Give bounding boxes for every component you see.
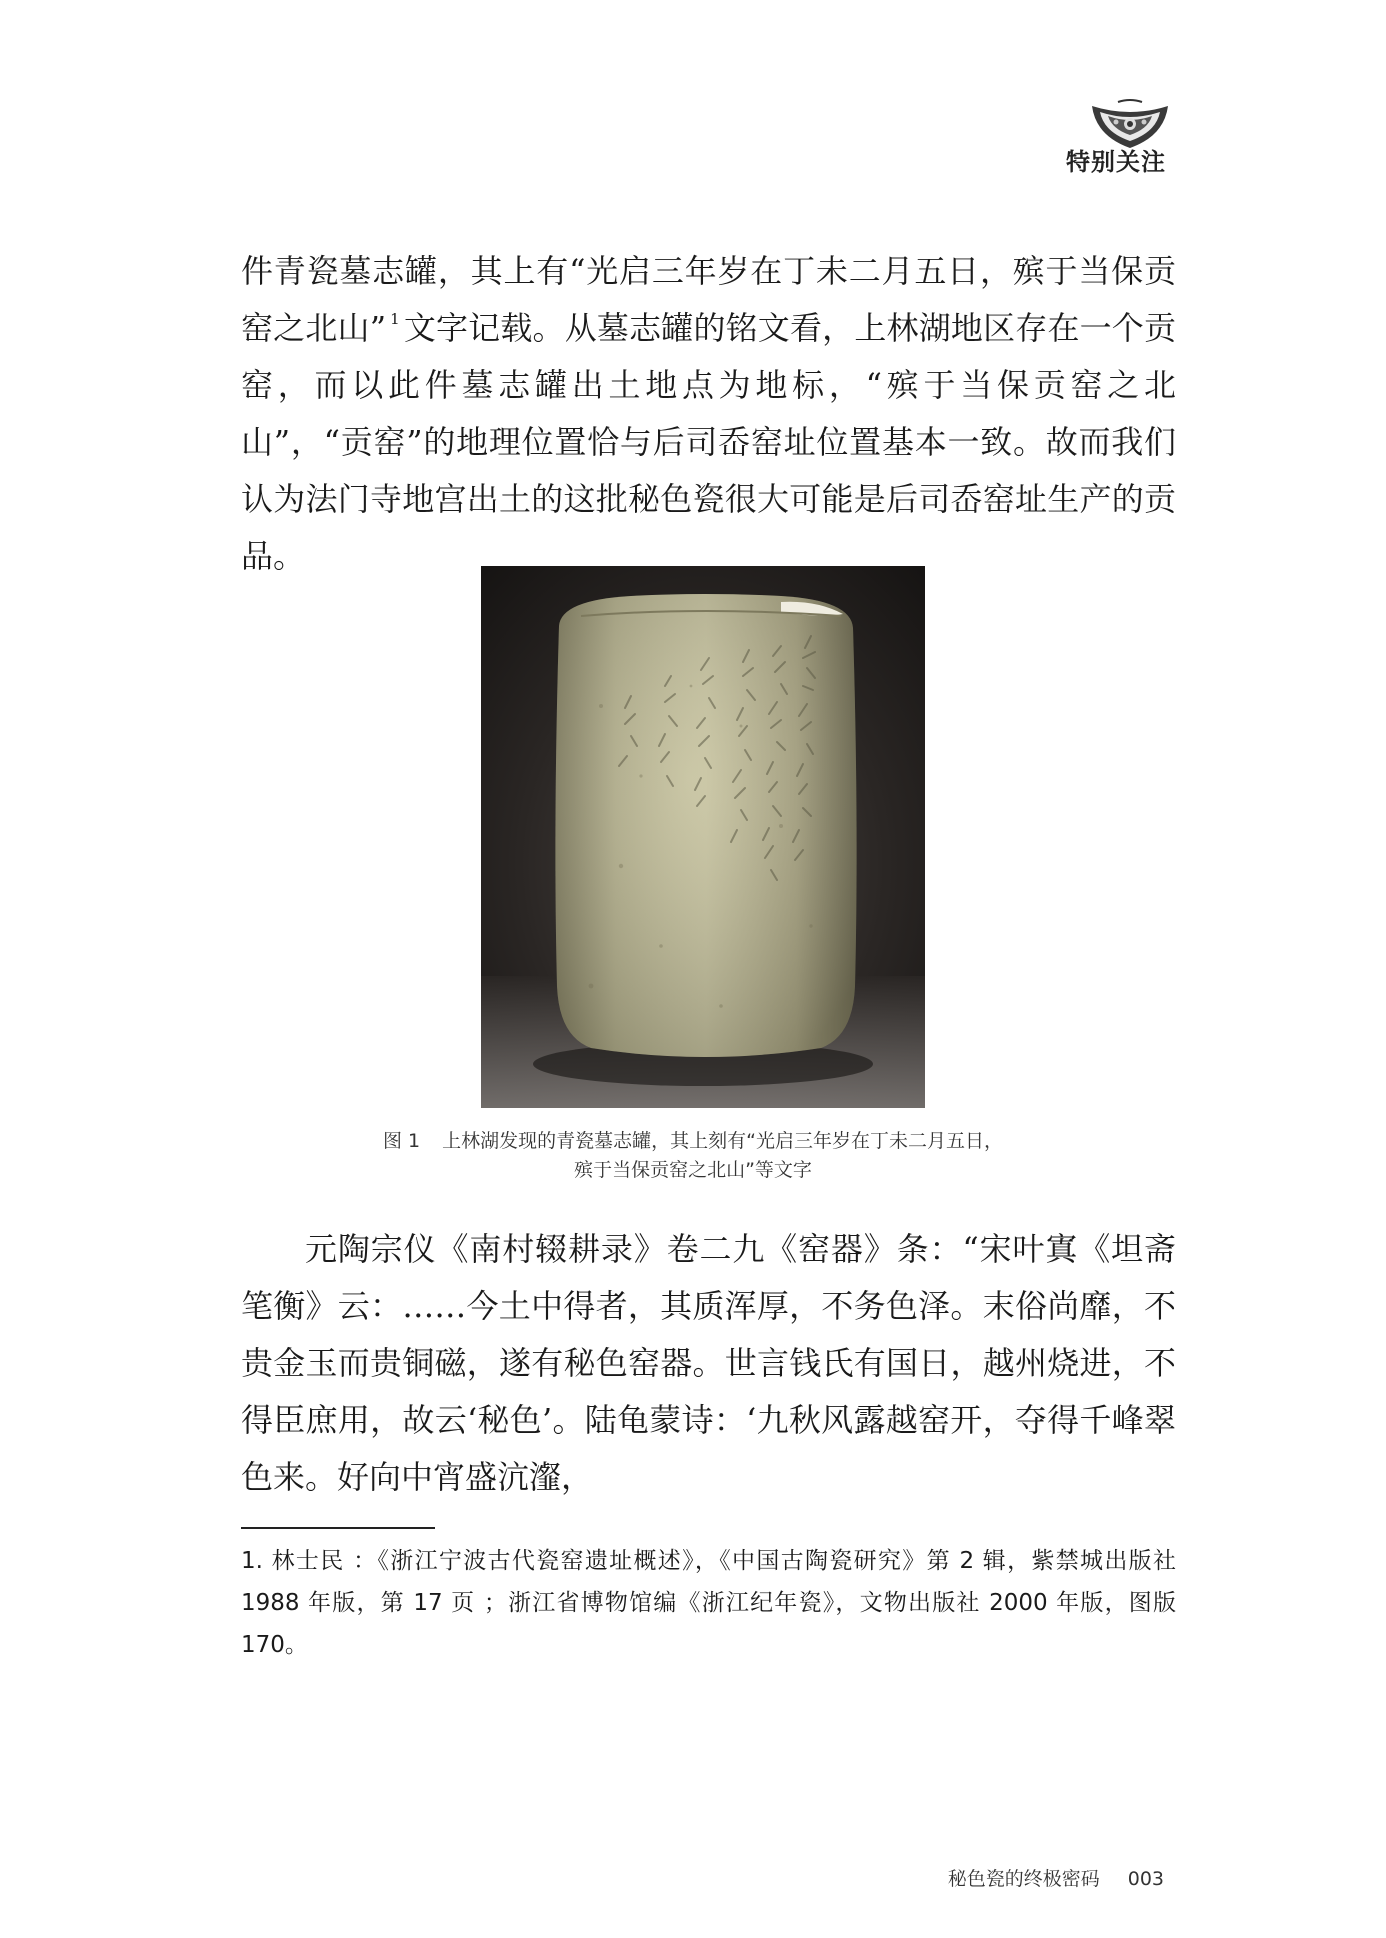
celadon-epitaph-jar-photo (481, 566, 925, 1108)
book-title: 秘色瓷的终极密码 (947, 1868, 1100, 1890)
figure-number: 图 1 (383, 1130, 421, 1152)
figure-caption (320, 1127, 1066, 1185)
paragraph-1-text-a: 件青瓷墓志罐，其上有“光启三年岁在丁未二月五日，殡于当保贡窑之北山” (241, 252, 1176, 347)
footnote-1: 1. 林士民 ：《浙江宁波古代瓷窑遗址概述》，《中国古陶瓷研究》第 2 辑，紫禁城出版社 1988 年版，第 17 页 ；浙江省博物馆编《浙江纪年瓷》，文物出版社 2000 年版，图版 170。 (241, 1548, 1176, 1658)
body-paragraph-1 (241, 243, 1176, 585)
caption-line-1 (320, 1127, 1066, 1156)
page-number: 003 (1127, 1868, 1164, 1890)
footnote-divider (241, 1527, 435, 1529)
body-paragraph-2: 元陶宗仪《南村辍耕录》卷二九《窑器》条：“宋叶寘《坦斋笔衡》云：……今土中得者，其质浑厚，不务色泽。末俗尚靡，不贵金玉而贵铜磁，遂有秘色窑器。世言钱氏有国日，越州烧进，不得臣庶用，故云‘秘色’。陆龟蒙诗：‘九秋风露越窑开，夺得千峰翠色来。好向中宵盛沆瀣， (241, 1230, 1176, 1496)
footnote-reference[interactable]: 1 (390, 310, 400, 328)
section-label: 特别关注 (1066, 148, 1166, 176)
running-footer (948, 1864, 1164, 1891)
paragraph-1-text-b: 文字记载。从墓志罐的铭文看，上林湖地区存在一个贡窑，而以此件墓志罐出土地点为地标，“殡于当保贡窑之北山”，“贡窑”的地理位置恰与后司岙窑址位置基本一致。故而我们认为法门寺地宫出土的这批秘色瓷很大可能是后司岙窑址生产的贡品。 (241, 309, 1176, 575)
caption-text-1: 上林湖发现的青瓷墓志罐，其上刻有“光启三年岁在丁未二月五日， (442, 1130, 1003, 1152)
caption-line-2: 殡于当保贡窑之北山”等文字 (574, 1159, 812, 1181)
